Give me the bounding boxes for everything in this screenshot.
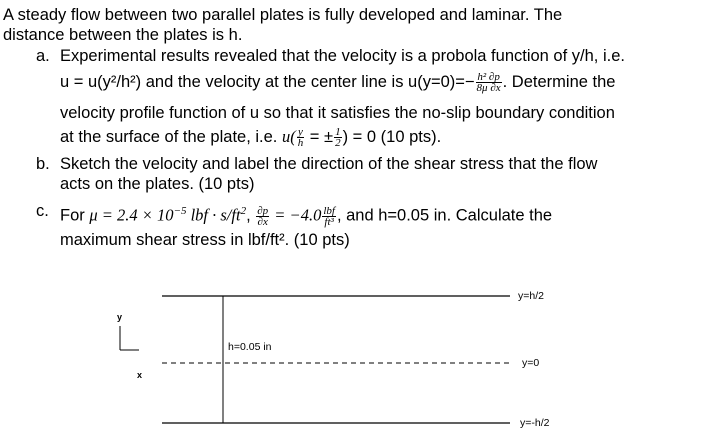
mu-exponent: −5 xyxy=(173,205,187,217)
label-bottom-plate: y=-h/2 xyxy=(520,417,550,429)
y-over-h-num: y xyxy=(298,126,303,139)
part-a-line-4-end: ) = 0 (10 pts). xyxy=(342,128,442,146)
part-a-line-4-mid: = ± xyxy=(305,128,334,146)
mu-expression: μ = 2.4 × 10 xyxy=(89,205,174,225)
part-a-line-1: Experimental results revealed that the velocity is a probola function of y/h, i.e. xyxy=(60,47,625,65)
label-plate-gap: h=0.05 in xyxy=(228,341,272,353)
part-b-line-2: acts on the plates. (10 pts) xyxy=(60,175,255,193)
intro-line-1: A steady flow between two parallel plates is fully developed and laminar. The xyxy=(3,6,563,24)
part-a-line-2-start: u = u(y²/h²) and the velocity at the center line is u(y=0)=− xyxy=(60,73,475,91)
part-a-line-4-start: at the surface of the plate, i.e. xyxy=(60,128,282,146)
dpdx-num: ∂p xyxy=(257,204,269,217)
axis-label-x: x xyxy=(137,370,143,380)
label-centerline: y=0 xyxy=(522,357,540,369)
mu-units: lbf · s/ft xyxy=(186,205,241,225)
part-c-line-1-start: For xyxy=(60,206,90,225)
ft3-den: ft³ xyxy=(324,215,334,228)
part-c-line-2: maximum shear stress in lbf/ft². (10 pts) xyxy=(60,231,350,249)
intro-line-2: distance between the plates is h. xyxy=(3,26,243,44)
y-over-h-den: h xyxy=(297,137,304,150)
part-a-line-2-end: . Determine the xyxy=(502,73,616,91)
part-c-marker: c. xyxy=(36,202,49,220)
part-a-line-3: velocity profile function of u so that it satisfies the no-slip boundary condition xyxy=(60,104,615,122)
dpdx-den: ∂x xyxy=(257,215,268,228)
lbf-num: lbf xyxy=(323,204,335,217)
comma: , xyxy=(246,206,256,225)
part-a-marker: a. xyxy=(36,47,50,65)
half-den: 2 xyxy=(335,137,341,150)
half-num: 1 xyxy=(335,126,341,139)
part-b-line-1: Sketch the velocity and label the direction of the shear stress that the flow xyxy=(60,155,598,173)
dpdx-value: = −4.0 xyxy=(270,205,322,225)
boundary-u: u( xyxy=(281,127,296,146)
label-top-plate: y=h/2 xyxy=(518,290,544,302)
part-c-line-1-end: , and h=0.05 in. Calculate the xyxy=(336,206,553,225)
mu-units-exponent: 2 xyxy=(240,205,247,217)
centerline-fraction-num: h² ∂p xyxy=(477,71,500,84)
part-b-marker: b. xyxy=(36,155,50,173)
centerline-fraction-den: 8μ ∂x xyxy=(476,82,501,95)
axis-label-y: y xyxy=(117,312,123,322)
